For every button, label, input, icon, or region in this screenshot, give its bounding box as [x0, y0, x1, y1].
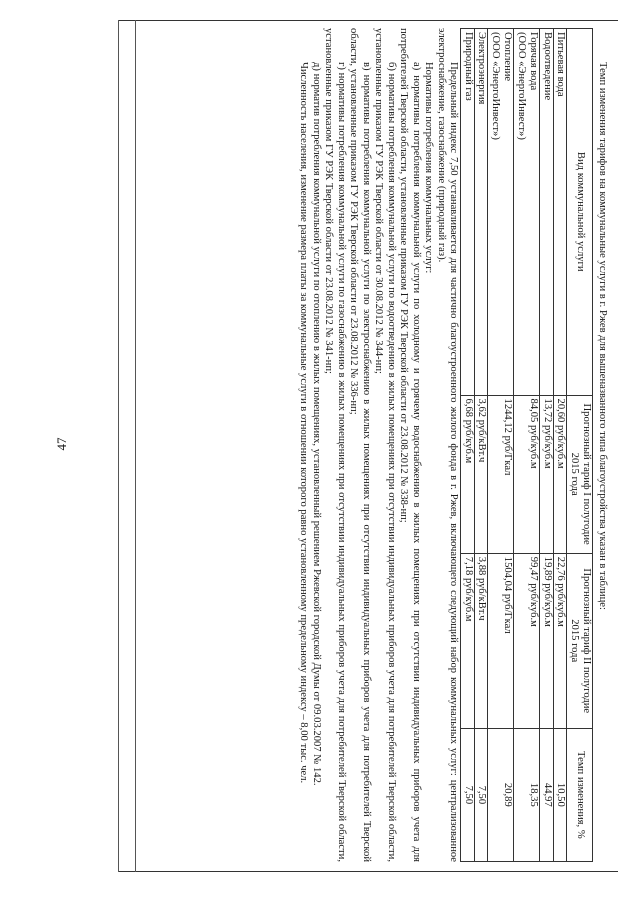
frame-top-border: [118, 20, 618, 21]
table-row: [540, 29, 554, 862]
header-rate: Темп изменения, %: [567, 728, 593, 861]
change-rate: 18,35: [514, 728, 540, 861]
service-name: Горячая вода: [528, 32, 540, 91]
service-cell: [514, 29, 540, 396]
tariff-table: [461, 28, 594, 862]
tariff-h1: 84,05 руб/куб.м: [514, 395, 540, 553]
tariff-h1: 20,60 руб/куб.м: [554, 395, 568, 553]
intro-paragraph: Темп изменения тарифов на коммунальные услуги в г. Ржев для вышеназванного типа благоустройства указан в таблице:: [597, 62, 608, 610]
service-cell: [488, 29, 514, 396]
tariff-h2: 19,89 руб/куб.м: [540, 553, 554, 728]
change-rate: 7,50: [475, 728, 489, 861]
header-service: Вид коммунальной услуги: [567, 29, 593, 396]
service-name: Электроэнергия: [475, 29, 489, 396]
margin-line: [135, 20, 136, 872]
norm-item-d: д) норматив потребления коммунальной услуги по отоплению в жилых помещениях, установленный решением Ржевской городской Думы от 09.03.2007 № 142.: [311, 62, 322, 786]
rotated-content: [138, 28, 608, 862]
service-provider: (ООО «ЭнергоИнвест»): [516, 32, 527, 140]
tariff-h2: 99,47 руб/куб.м: [514, 553, 540, 728]
index-paragraph: Предельный индекс 7,50 устанавливается для частично благоустроенного жилого фонда в г. Ржев, включающего следующий набор коммунальных услуг: централизованное электроснабжение, газоснабжение (природный газ).: [436, 28, 460, 862]
change-rate: 20,89: [488, 728, 514, 861]
service-provider: (ООО «ЭнергоИнвест»): [490, 32, 501, 140]
tariff-h1: 13,72 руб/куб.м: [540, 395, 554, 553]
table-row: [554, 29, 568, 862]
tariff-h2: 22,76 руб/куб.м: [554, 553, 568, 728]
population-paragraph: Численность населения, изменение размера платы за коммунальные услуги в отношении которого равно установленному предельному индексу – 8,00 тыс. чел.: [298, 62, 310, 784]
tariff-h2: 3,88 руб/кВт.ч: [475, 553, 489, 728]
document-body: [138, 28, 608, 862]
change-rate: 10,50: [554, 728, 568, 861]
page-number: 47: [54, 437, 69, 451]
table-row: [461, 29, 475, 862]
table-header-row: [567, 29, 593, 862]
tariff-h2: 7,18 руб/куб.м: [461, 553, 475, 728]
service-name: Водоотведение: [540, 29, 554, 396]
service-name: Отопление: [502, 32, 514, 82]
norm-item-b: б) нормативы потребления коммунальной услуги по водоотведению в жилых помещениях при отсутствии индивидуальных приборов учета для потребителей Тверской области, установленные приказом ГУ РЭК Тверской области от 30.08.2012 № 344-нп;: [373, 28, 397, 862]
tariff-h1: 1244,12 руб/Гкал: [488, 395, 514, 553]
norms-title: Нормативы потребления коммунальных услуг:: [423, 62, 435, 274]
service-name: Питьевая вода: [554, 29, 568, 396]
change-rate: 44,97: [540, 728, 554, 861]
norm-item-g: г) нормативы потребления коммунальной услуги по газоснабжению в жилых помещениях при отсутствии индивидуальных приборов учета для потребителей Тверской области, установленные приказом ГУ РЭК Тверской области от 23.08.2012 № 341-нп;: [323, 28, 347, 862]
margin-line: [118, 20, 119, 872]
header-tariff-h1: Прогнозный тариф I полугодие 2015 года: [567, 395, 593, 553]
tariff-h1: 6,68 руб/куб.м: [461, 395, 475, 553]
service-name: Природный газ: [461, 29, 475, 396]
table-row: [488, 29, 514, 862]
table-row: [475, 29, 489, 862]
tariff-h1: 3,62 руб/кВт.ч: [475, 395, 489, 553]
norm-item-a: а) нормативы потребления коммунальной услуги по холодному и горячему водоснабжению в жилых помещениях при отсутствии индивидуальных приборов учета для потребителей Тверской области, установленные приказом ГУ РЭК Тверской области от 23.08.2012 № 338-нп;: [398, 28, 422, 862]
norm-item-v: в) нормативы потребления коммунальной услуги по электроснабжению в жилых помещениях при отсутствии индивидуальных приборов учета для потребителей Тверской области, установленные приказом ГУ РЭК Тверской области от 23.08.2012 № 336-нп;: [348, 28, 372, 862]
table-row: [514, 29, 540, 862]
header-tariff-h2: Прогнозный тариф II полугодие 2015 года: [567, 553, 593, 728]
frame-bottom-border: [118, 871, 618, 872]
tariff-h2: 1504,04 руб/Гкал: [488, 553, 514, 728]
change-rate: 7,50: [461, 728, 475, 861]
